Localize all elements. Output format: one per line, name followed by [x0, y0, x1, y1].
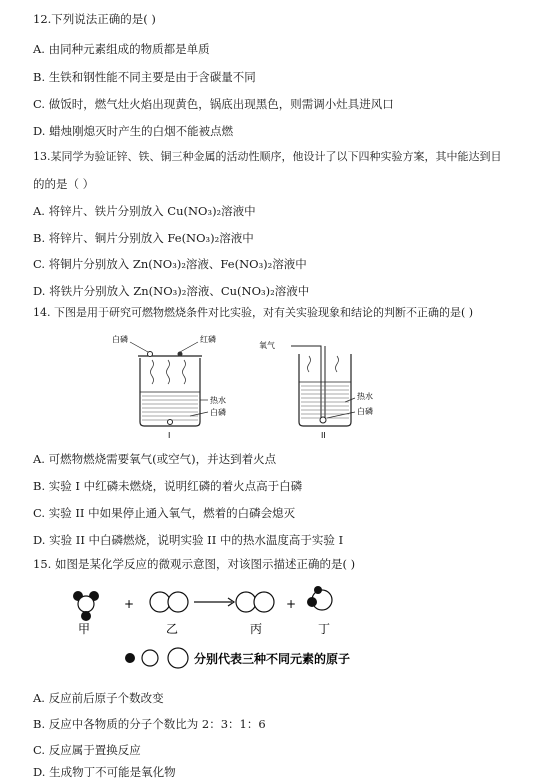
q14-option-b: B. 实验 I 中红磷未燃烧，说明红磷的着火点高于白磷 — [33, 479, 303, 493]
q12-option-a: A. 由同种元素组成的物质都是单质 — [33, 42, 210, 56]
q12-option-b: B. 生铁和钢性能不同主要是由于含碳量不同 — [33, 70, 256, 84]
q13-option-a: A. 将锌片、铁片分别放入 Cu(NO₃)₂溶液中 — [33, 204, 256, 218]
white-phosphorus-underwater — [168, 420, 173, 425]
q15-reaction-diagram — [60, 580, 380, 676]
legend-white-atom — [142, 650, 158, 666]
molecule-jia — [73, 591, 99, 621]
label-ding: 丁 — [318, 622, 331, 636]
q12-option-c: C. 做饭时，燃气灶火焰出现黄色，锅底出现黑色，则需调小灶具进风口 — [33, 97, 394, 111]
q13-stem-line1: 13.某同学为验证锌、铁、铜三种金属的活动性顺序，他设计了以下四种实验方案，其中能达到目 — [33, 150, 502, 163]
red-phosphorus — [178, 352, 183, 357]
q14-figure-1 — [110, 330, 240, 442]
q12-stem: 12.下列说法正确的是( ) — [33, 12, 156, 26]
label-red-phosphorus: 红磷 — [200, 335, 216, 344]
q12-option-d: D. 蜡烛刚熄灭时产生的白烟不能被点燃 — [33, 124, 234, 138]
q15-option-b: B. 反应中各物质的分子个数比为 2：3：1：6 — [33, 717, 266, 731]
legend — [125, 648, 350, 668]
label-white-phosphorus: 白磷 — [112, 335, 128, 344]
label-white-phosphorus-2: 白磷 — [210, 408, 226, 417]
legend-text: 分别代表三种不同元素的原子 — [194, 652, 351, 666]
q14-stem: 14. 下图是用于研究可燃物燃烧条件对比实验，对有关实验现象和结论的判断不正确的是( ) — [33, 306, 474, 319]
plus-sign-2: + — [286, 597, 297, 611]
q13-option-b: B. 将锌片、铜片分别放入 Fe(NO₃)₂溶液中 — [33, 231, 254, 245]
q13-stem-line2: 的的是（ ） — [33, 177, 95, 191]
q14-option-c: C. 实验 II 中如果停止通入氧气，燃着的白磷会熄灭 — [33, 506, 296, 520]
molecule-bing — [236, 592, 274, 612]
label-yi: 乙 — [166, 622, 179, 636]
figure-1-caption: I — [168, 431, 171, 440]
label-bing: 丙 — [250, 622, 263, 636]
label-oxygen: 氧气 — [259, 341, 275, 350]
plus-sign: + — [124, 597, 135, 611]
q15-option-a: A. 反应前后原子个数改变 — [33, 691, 164, 705]
molecule-yi — [150, 592, 188, 612]
label-white-phosphorus: 白磷 — [357, 407, 373, 416]
molecule-ding — [307, 586, 332, 610]
q15-option-d: D. 生成物丁不可能是氧化物 — [33, 765, 176, 779]
q14-option-d: D. 实验 II 中白磷燃烧，说明实验 II 中的热水温度高于实验 I — [33, 533, 344, 547]
q14-figure-2 — [255, 330, 385, 442]
reaction-arrow — [194, 598, 234, 606]
q15-option-c: C. 反应属于置换反应 — [33, 743, 141, 757]
q14-option-a: A. 可燃物燃烧需要氧气(或空气)，并达到着火点 — [33, 452, 277, 466]
label-hot-water: 热水 — [357, 392, 373, 401]
label-hot-water: 热水 — [210, 396, 226, 405]
q13-option-d: D. 将铁片分别放入 Zn(NO₃)₂溶液、Cu(NO₃)₂溶液中 — [33, 284, 310, 298]
figure-2-caption: II — [321, 431, 326, 440]
label-jia: 甲 — [78, 622, 91, 636]
legend-large-atom — [168, 648, 188, 668]
q15-stem: 15. 如图是某化学反应的微观示意图，对该图示描述正确的是( ) — [33, 557, 356, 571]
q13-option-c: C. 将铜片分别放入 Zn(NO₃)₂溶液、Fe(NO₃)₂溶液中 — [33, 257, 307, 271]
white-phosphorus-underwater — [320, 417, 326, 423]
white-phosphorus-on-plate — [148, 352, 153, 357]
legend-black-atom — [125, 653, 135, 663]
